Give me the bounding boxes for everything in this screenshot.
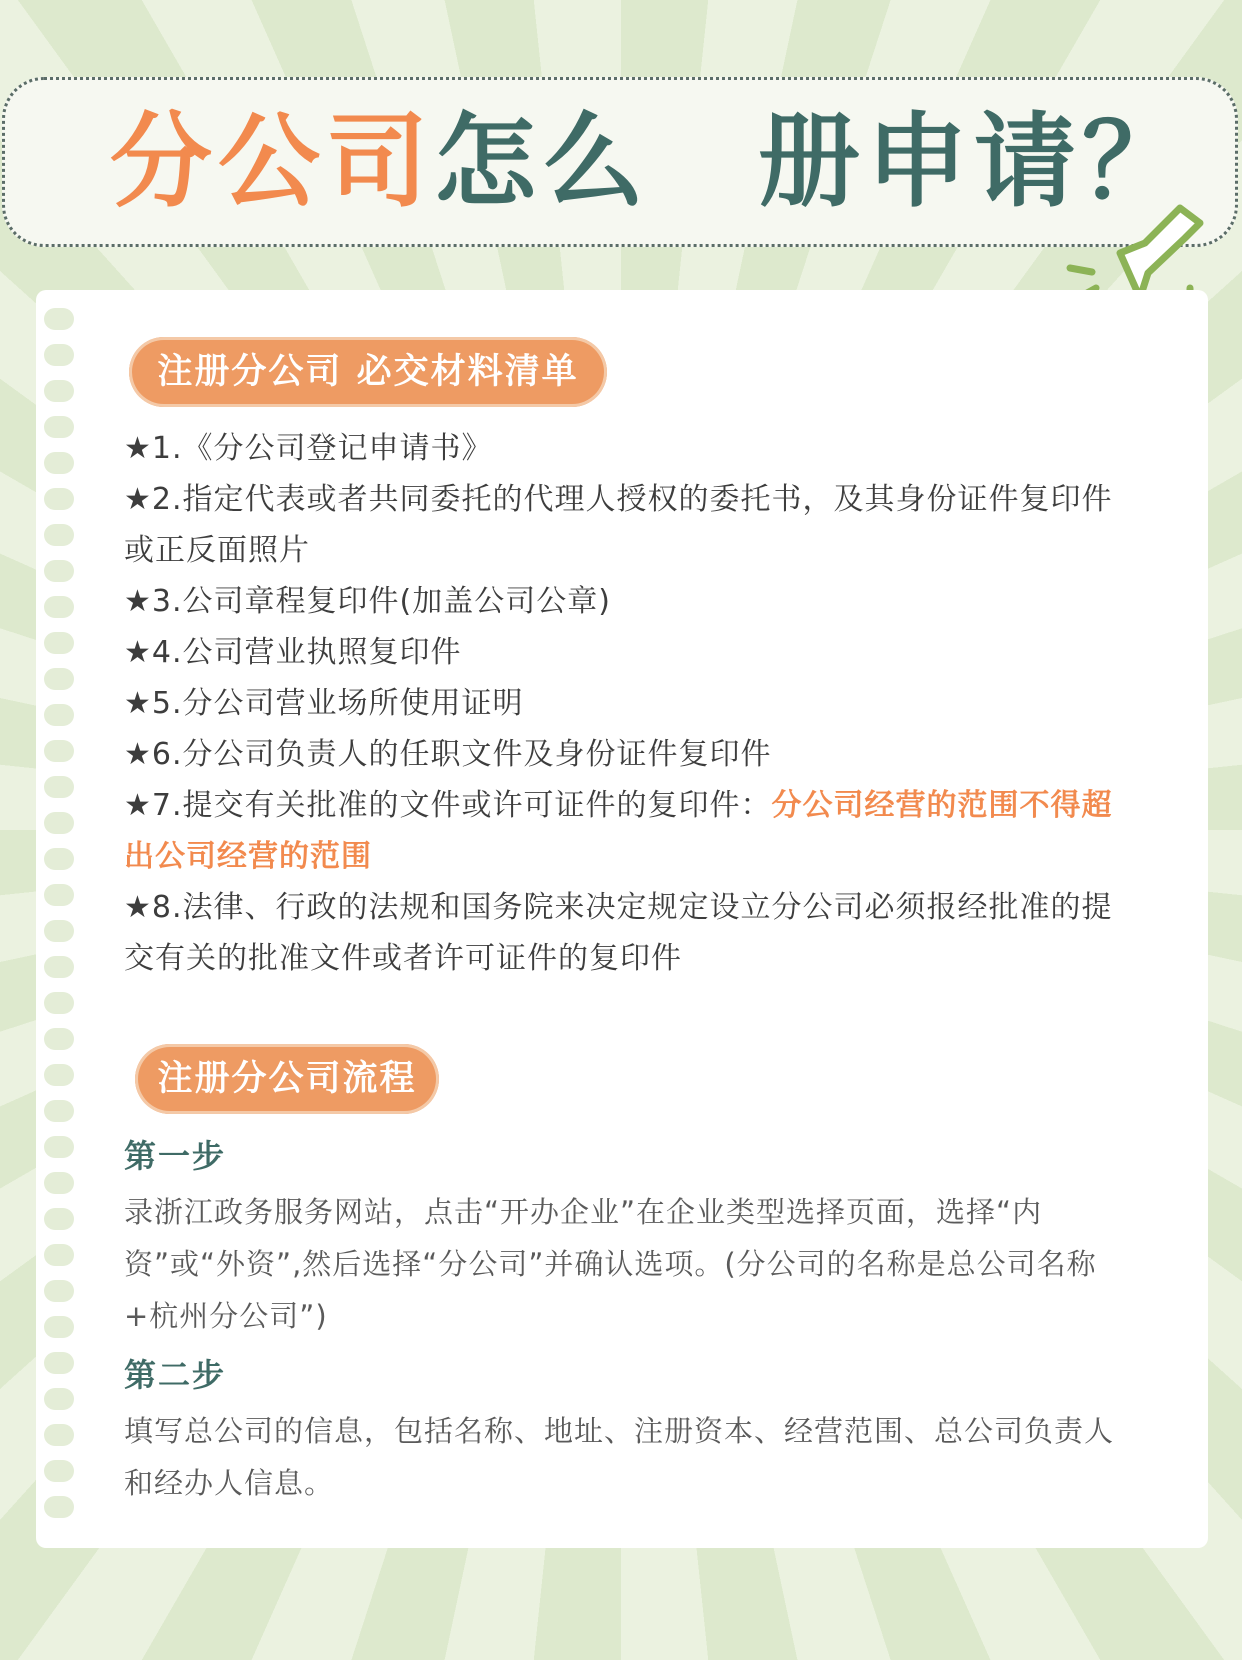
list-item: ★1.《分公司登记申请书》 [124,431,493,466]
notebook-ring [44,596,74,618]
notebook-ring [44,1388,74,1410]
notebook-ring [44,416,74,438]
notebook-ring [44,740,74,762]
notebook-ring [44,308,74,330]
notebook-ring [44,1100,74,1122]
title-part-register: 册申请？ [758,103,1190,222]
notebook-ring [44,1424,74,1446]
list-item [124,780,1124,882]
notebook-ring [44,1316,74,1338]
list-item: ★4.公司营业执照复印件 [124,635,462,670]
list-item: ★2.指定代表或者共同委托的代理人授权的委托书，及其身份证件复印件或正反面照片 [124,482,1113,568]
notebook-ring [44,1172,74,1194]
notebook-ring [44,1208,74,1230]
notebook-ring [44,992,74,1014]
list-item: ★6.分公司负责人的任职文件及身份证件复印件 [124,737,772,772]
notebook-ring [44,344,74,366]
notebook-ring [44,1244,74,1266]
notebook-ring [44,1028,74,1050]
notebook-ring [44,1496,74,1518]
notebook-ring [44,1064,74,1086]
notebook-ring [44,1280,74,1302]
step1-title: 第一步 [124,1137,227,1175]
list-item: ★5.分公司营业场所使用证明 [124,686,524,721]
notebook-ring [44,812,74,834]
title-part-hidden: 注 [650,103,758,222]
list-item: ★3.公司章程复印件(加盖公司公章) [124,584,611,619]
notebook-ring [44,488,74,510]
notebook-ring [44,632,74,654]
notebook-ring [44,884,74,906]
notebook-ring [44,704,74,726]
notebook-ring [44,956,74,978]
title-part-branch: 分公司 [110,103,434,222]
materials-list [124,423,1124,984]
notebook-ring [44,776,74,798]
notebook-ring [44,668,74,690]
notebook-ring [44,920,74,942]
notebook-ring [44,1352,74,1374]
step2-title: 第二步 [124,1356,227,1394]
notebook-ring [44,848,74,870]
notebook-ring [44,452,74,474]
step2-text: 填写总公司的信息，包括名称、地址、注册资本、经营范围、总公司负责人和经办人信息。 [124,1414,1115,1500]
notebook-rings [36,300,76,1530]
section-heading-process: 注册分公司流程 [135,1044,439,1114]
notebook-ring [44,1460,74,1482]
list-item: ★8.法律、行政的法规和国务院来决定规定设立分公司必须报经批准的提交有关的批准文件或者许可证件的复印件 [124,890,1113,976]
page-title [110,98,1190,228]
notebook-ring [44,524,74,546]
item7-highlight: 分公司经营的范围不得超出公司经营的范围 [124,788,1113,874]
item7-text: ★7.提交有关批准的文件或许可证件的复印件： [124,788,772,823]
title-part-how: 怎么 [434,103,650,222]
step1-text: 录浙江政务服务网站，点击“开办企业”在企业类型选择页面，选择“内资”或“外资”,然后选择“分公司”并确认选项。(分公司的名称是总公司名称+杭州分公司”) [124,1195,1097,1333]
notebook-ring [44,1136,74,1158]
notebook-ring [44,560,74,582]
section-heading-materials: 注册分公司 必交材料清单 [129,337,607,407]
notebook-ring [44,380,74,402]
